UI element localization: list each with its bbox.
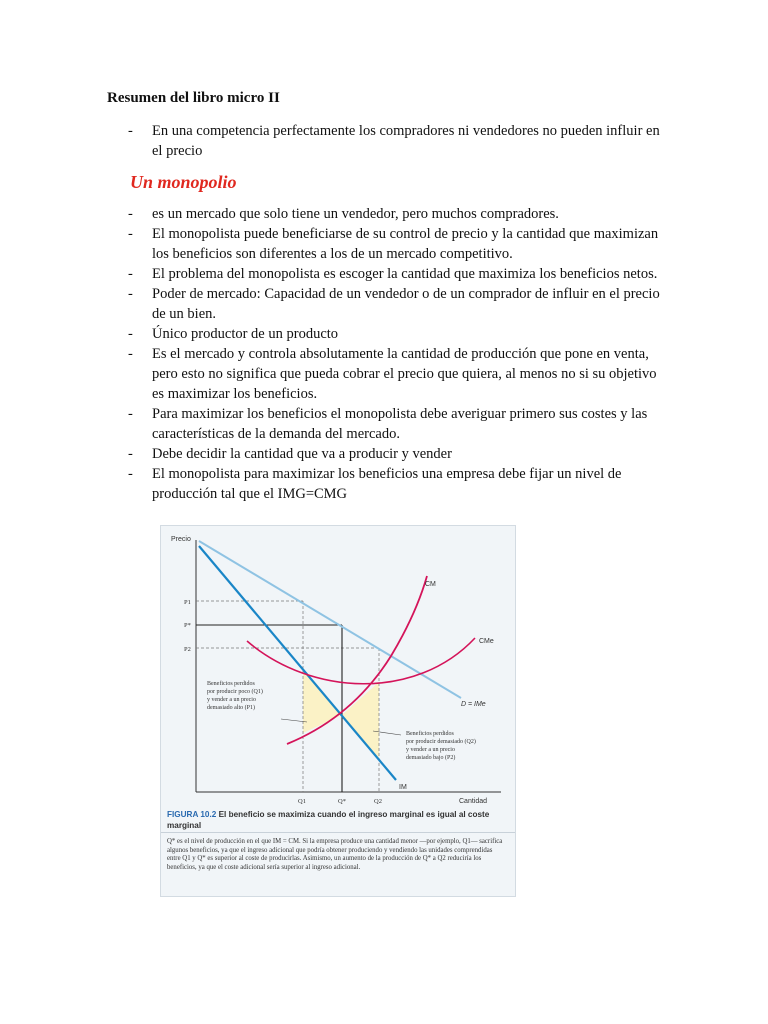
bullet-item: - Para maximizar los beneficios el monopolista debe averiguar primero sus costes y las características de la demanda del mercado. [128, 404, 668, 444]
bullet-item: - Es el mercado y controla absolutamente la cantidad de producción que pone en venta, pero esto no significa que pueda cobrar el precio que quiera, al menos no si su objetivo es maximizar los beneficios. [128, 344, 668, 404]
x-axis-label: Cantidad [459, 798, 488, 805]
figure-caption-text: Q* es el nivel de producción en el que IM = CM. Si la empresa produce una cantidad menor —por ejemplo, Q1— sacrifica algunos beneficios, ya que el ingreso adicional que podría obtener produciendo y vendiendo las unidades comprendidas entre Q1 y Q* es superior al coste de producirlas. Asimismo, un aumento de la producción de Q* a Q2 reduciría los beneficios, ya que el coste adicional sería superior al ingreso adicional. [167, 838, 503, 871]
bullet-item: - Único productor de un producto [128, 324, 668, 344]
annotation-right-line: por producir demasiado (Q2) [406, 739, 476, 745]
tick-label-qstar: Q* [338, 798, 346, 805]
bullet-item: - El problema del monopolista es escoger la cantidad que maximiza los beneficios netos. [128, 264, 668, 284]
curve-label-cme: CMe [479, 638, 494, 645]
annotation-right-line: y vender a un precio [406, 747, 455, 753]
y-axis-label: Precio [171, 536, 191, 543]
curve-label-demand: D = IMe [461, 701, 486, 708]
bullet-item: - Poder de mercado: Capacidad de un vendedor o de un comprador de influir en el precio de un bien. [128, 284, 668, 324]
tick-label-pstar: P* [184, 622, 191, 629]
section-heading: Un monopolio [130, 172, 237, 192]
annotation-left-line: Beneficios perdidos [207, 681, 255, 687]
intro-bullet-item: - En una competencia perfectamente los compradores ni vendedores no pueden influir en el precio [128, 121, 668, 161]
demand-curve [199, 541, 461, 698]
figure-graph [161, 526, 515, 806]
annotation-right-line: demasiado bajo (P2) [406, 755, 456, 761]
marginal-revenue-curve [199, 546, 396, 780]
figure-caption-title [167, 809, 511, 831]
tick-label-q2: Q2 [374, 798, 382, 805]
tick-label-p2: P2 [184, 646, 191, 653]
bullet-item: - El monopolista para maximizar los beneficios una empresa debe fijar un nivel de producción tal que el IMG=CMG [128, 464, 668, 504]
lost-profit-area-right [342, 682, 379, 758]
bullet-item: - El monopolista puede beneficiarse de su control de precio y la cantidad que maximizan los beneficios son diferentes a los de un mercado competitivo. [128, 224, 668, 264]
bullet-item: - Debe decidir la cantidad que va a producir y vender [128, 444, 668, 464]
page-title: Resumen del libro micro II [107, 90, 280, 106]
curve-label-im: IM [399, 784, 407, 791]
intro-bullet-list [128, 121, 668, 161]
annotation-right-line: Beneficios perdidos [406, 731, 454, 737]
tick-label-p1: P1 [184, 599, 191, 606]
caption-divider [161, 832, 515, 833]
annotation-left-line: y vender a un precio [207, 697, 256, 703]
annotation-left [207, 680, 263, 711]
figure-monopoly-profit [160, 525, 516, 897]
annotation-left-line: por producir poco (Q1) [207, 689, 263, 695]
annotation-left-line: demasiado alto (P1) [207, 705, 255, 711]
annotation-right [406, 730, 476, 761]
monopoly-bullet-list [128, 204, 668, 504]
figure-title: El beneficio se maximiza cuando el ingreso marginal es igual al coste marginal [167, 810, 490, 830]
tick-label-q1: Q1 [298, 798, 306, 805]
figure-number: FIGURA 10.2 [167, 810, 217, 819]
bullet-item: - es un mercado que solo tiene un vendedor, pero muchos compradores. [128, 204, 668, 224]
curve-label-cm: CM [425, 581, 436, 588]
